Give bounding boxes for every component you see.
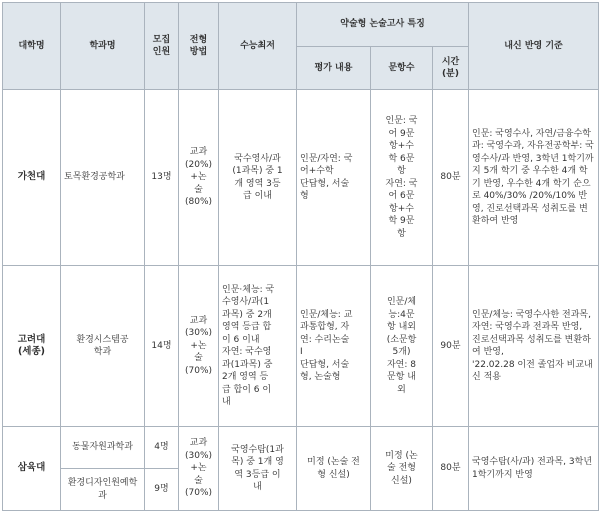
admission-table bbox=[2, 2, 599, 511]
school-record-cell: 국영수탐(사/과) 전과목, 3학년 1학기까지 반영 bbox=[469, 427, 599, 511]
header-method: 전형 방법 bbox=[179, 3, 219, 90]
time-cell: 80분 bbox=[433, 427, 469, 511]
method-cell: 교과 (30%) +논 술 (70%) bbox=[179, 266, 219, 427]
header-department: 학과명 bbox=[61, 3, 145, 90]
header-row bbox=[3, 3, 599, 47]
quota-cell: 4명 bbox=[145, 427, 179, 469]
school-record-cell: 인문: 국영수사, 자연/금융수학과: 국영수과, 자유전공학부: 국영수사/과 반영, 3학년 1학기까지 5개 학기 중 우수한 4개 학기 반영, 우수한 4개 학기 순으로 40%/30% /20%/10% 반영, 진로선택과목 성취도를 변환하여 반영 bbox=[469, 90, 599, 266]
header-time: 시간 (분) bbox=[433, 47, 469, 90]
csat-minimum-cell: 국수영사/과 (1과목) 중 1 개 영역 3등 급 이내 bbox=[219, 90, 297, 266]
header-eval-content: 평가 내용 bbox=[297, 47, 371, 90]
eval-content-cell: 인문/체능: 교 과통합형, 자 연: 수리논술 I 단답형, 서술 형, 논술형 bbox=[297, 266, 371, 427]
department-cell: 환경시스템공 학과 bbox=[61, 266, 145, 427]
header-university: 대학명 bbox=[3, 3, 61, 90]
time-cell: 90분 bbox=[433, 266, 469, 427]
question-count-cell: 인문: 국 어 9문 항+수 학 6문 항 자연: 국 어 6문 항+수 학 9문 항 bbox=[371, 90, 433, 266]
question-count-cell: 인문/체 능:4문 항 내외 (소문항 5개) 자연: 8 문항 내 외 bbox=[371, 266, 433, 427]
table-row-korea-sejong bbox=[3, 266, 599, 427]
table-row-sahmyook bbox=[3, 427, 599, 469]
header-csat-minimum: 수능최저 bbox=[219, 3, 297, 90]
quota-cell: 14명 bbox=[145, 266, 179, 427]
header-essay-group: 약술형 논술고사 특징 bbox=[297, 3, 469, 47]
department-cell: 토목환경공학과 bbox=[61, 90, 145, 266]
question-count-cell: 미정 (논 술 전형 신설) bbox=[371, 427, 433, 511]
eval-content-cell: 인문/자연: 국 어+수학 단답형, 서술 형 bbox=[297, 90, 371, 266]
header-question-count: 문항수 bbox=[371, 47, 433, 90]
header-school-record: 내신 반영 기준 bbox=[469, 3, 599, 90]
method-cell: 교과 (30%) +논 술 (70%) bbox=[179, 427, 219, 511]
csat-minimum-cell: 국영수탐(1과 목) 중 1개 영 역 3등급 이 내 bbox=[219, 427, 297, 511]
header-quota: 모집 인원 bbox=[145, 3, 179, 90]
school-record-cell: 인문/체능: 국영수사한 전과목, 자연: 국영수과 전과목 반영, 진로선택과목 성취도를 변환하여 반영, '22.02.28 이전 졸업자 비교내신 적용 bbox=[469, 266, 599, 427]
table-row-gachon bbox=[3, 90, 599, 266]
university-cell: 가천대 bbox=[3, 90, 61, 266]
university-cell: 고려대 (세종) bbox=[3, 266, 61, 427]
method-cell: 교과 (20%) +논 술 (80%) bbox=[179, 90, 219, 266]
time-cell: 80분 bbox=[433, 90, 469, 266]
department-cell: 동물자원과학과 bbox=[61, 427, 145, 469]
quota-cell: 9명 bbox=[145, 469, 179, 511]
department-cell: 환경디자인원예학과 bbox=[61, 469, 145, 511]
csat-minimum-cell: 인문·체능: 국 수영사/과(1 과목) 중 2개 영역 등급 합 이 6 이내 자연: 국수영 과(1과목) 중 2개 영역 등 급 합이 6 이 내 bbox=[219, 266, 297, 427]
eval-content-cell: 미정 (논술 전 형 신설) bbox=[297, 427, 371, 511]
quota-cell: 13명 bbox=[145, 90, 179, 266]
university-cell: 삼육대 bbox=[3, 427, 61, 511]
